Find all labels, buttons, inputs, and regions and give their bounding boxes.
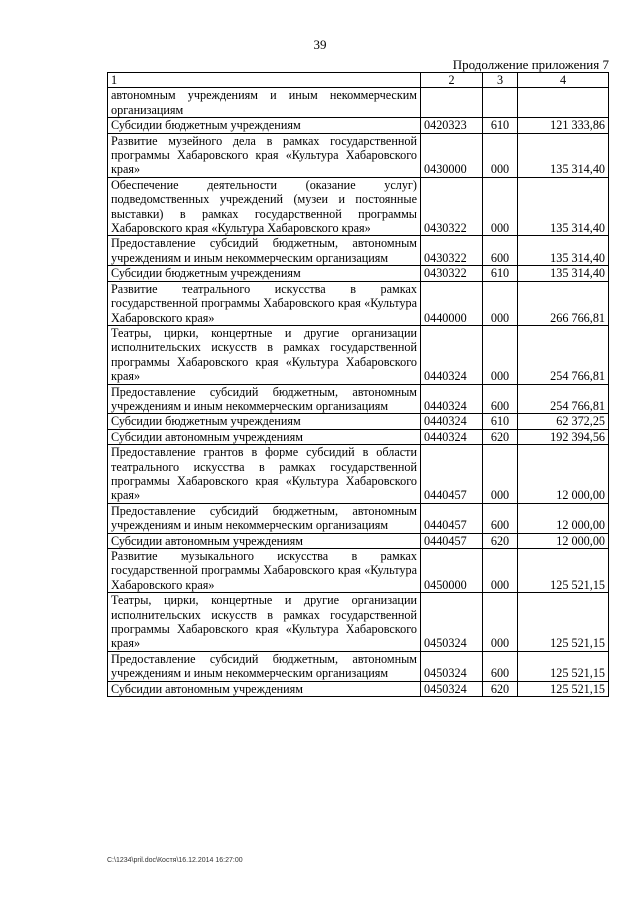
table-row — [108, 88, 609, 118]
cell-name: Предоставление субсидий бюджетным, автономным учреждениям и иным некоммерческим организациям — [108, 236, 421, 266]
cell-name: Субсидии автономным учреждениям — [108, 681, 421, 696]
table-row — [108, 133, 609, 177]
table-row — [108, 651, 609, 681]
cell-expense-type: 620 — [483, 533, 518, 548]
cell-name: Театры, цирки, концертные и другие организации исполнительских искусств в рамках государственной программы Хабаровского края «Культура Хабаровского края» — [108, 325, 421, 384]
table-body — [108, 88, 609, 697]
cell-expense-type — [483, 88, 518, 118]
cell-name: Обеспечение деятельности (оказание услуг) подведомственных учреждений (музеи и постоянные выставки) в рамках государственной программы Хабаровского края «Культура Хабаровского края» — [108, 177, 421, 236]
table-row — [108, 593, 609, 652]
cell-expense-type: 620 — [483, 681, 518, 696]
column-header-amount: 4 — [518, 73, 609, 88]
cell-amount: 125 521,15 — [518, 651, 609, 681]
table-row — [108, 281, 609, 325]
column-header-type: 3 — [483, 73, 518, 88]
cell-expense-type: 610 — [483, 266, 518, 281]
table-row — [108, 445, 609, 504]
cell-amount: 12 000,00 — [518, 445, 609, 504]
table-header-row — [108, 73, 609, 88]
table-row — [108, 266, 609, 281]
cell-amount: 12 000,00 — [518, 533, 609, 548]
table-row — [108, 236, 609, 266]
cell-name: Субсидии бюджетным учреждениям — [108, 414, 421, 429]
cell-expense-type: 610 — [483, 118, 518, 133]
cell-amount — [518, 88, 609, 118]
cell-expense-type: 600 — [483, 236, 518, 266]
table-row — [108, 549, 609, 593]
cell-code: 0450324 — [421, 681, 483, 696]
column-header-name: 1 — [108, 73, 421, 88]
cell-amount: 62 372,25 — [518, 414, 609, 429]
cell-name: Предоставление субсидий бюджетным, автономным учреждениям и иным некоммерческим организациям — [108, 503, 421, 533]
cell-amount: 135 314,40 — [518, 236, 609, 266]
cell-amount: 254 766,81 — [518, 325, 609, 384]
cell-code: 0430322 — [421, 236, 483, 266]
cell-name: Театры, цирки, концертные и другие организации исполнительских искусств в рамках государственной программы Хабаровского края «Культура Хабаровского края» — [108, 593, 421, 652]
cell-code: 0440324 — [421, 429, 483, 444]
budget-table — [107, 72, 609, 697]
cell-code: 0450000 — [421, 549, 483, 593]
cell-code: 0440457 — [421, 445, 483, 504]
table-row — [108, 177, 609, 236]
cell-name: Субсидии бюджетным учреждениям — [108, 118, 421, 133]
cell-code: 0440000 — [421, 281, 483, 325]
cell-expense-type: 000 — [483, 281, 518, 325]
cell-amount: 125 521,15 — [518, 549, 609, 593]
table-row — [108, 118, 609, 133]
cell-code: 0450324 — [421, 651, 483, 681]
cell-expense-type: 000 — [483, 445, 518, 504]
table-row — [108, 533, 609, 548]
cell-amount: 125 521,15 — [518, 681, 609, 696]
cell-amount: 192 394,56 — [518, 429, 609, 444]
cell-code: 0440457 — [421, 533, 483, 548]
cell-expense-type: 600 — [483, 503, 518, 533]
cell-name: Субсидии автономным учреждениям — [108, 533, 421, 548]
cell-name: Предоставление субсидий бюджетным, автономным учреждениям и иным некоммерческим организациям — [108, 651, 421, 681]
appendix-continuation-note: Продолжение приложения 7 — [452, 57, 609, 72]
cell-code: 0440324 — [421, 325, 483, 384]
cell-expense-type: 620 — [483, 429, 518, 444]
cell-amount: 135 314,40 — [518, 177, 609, 236]
cell-code: 0440324 — [421, 384, 483, 414]
cell-name: Развитие музыкального искусства в рамках государственной программы Хабаровского края «Культура Хабаровского края» — [108, 549, 421, 593]
cell-amount: 254 766,81 — [518, 384, 609, 414]
cell-expense-type: 610 — [483, 414, 518, 429]
cell-expense-type: 000 — [483, 133, 518, 177]
cell-amount: 135 314,40 — [518, 133, 609, 177]
cell-name: Субсидии бюджетным учреждениям — [108, 266, 421, 281]
cell-code: 0430322 — [421, 177, 483, 236]
cell-code: 0430322 — [421, 266, 483, 281]
cell-expense-type: 000 — [483, 325, 518, 384]
table-row — [108, 414, 609, 429]
cell-name: Предоставление субсидий бюджетным, автономным учреждениям и иным некоммерческим организациям — [108, 384, 421, 414]
cell-amount: 121 333,86 — [518, 118, 609, 133]
file-path-footer: C:\1234\pril.doc\Костя\16.12.2014 16:27:00 — [107, 857, 243, 864]
column-header-code: 2 — [421, 73, 483, 88]
cell-code: 0440324 — [421, 414, 483, 429]
page-number: 39 — [313, 37, 327, 52]
cell-name: Развитие театрального искусства в рамках государственной программы Хабаровского края «Культура Хабаровского края» — [108, 281, 421, 325]
cell-expense-type: 000 — [483, 177, 518, 236]
cell-name: Предоставление грантов в форме субсидий в области театрального искусства в рамках государственной программы Хабаровского края «Культура Хабаровского края» — [108, 445, 421, 504]
cell-expense-type: 600 — [483, 651, 518, 681]
cell-code: 0450324 — [421, 593, 483, 652]
cell-amount: 125 521,15 — [518, 593, 609, 652]
cell-amount: 266 766,81 — [518, 281, 609, 325]
cell-name: Субсидии автономным учреждениям — [108, 429, 421, 444]
table-row — [108, 384, 609, 414]
cell-code: 0420323 — [421, 118, 483, 133]
table-row — [108, 429, 609, 444]
cell-amount: 12 000,00 — [518, 503, 609, 533]
cell-expense-type: 600 — [483, 384, 518, 414]
cell-expense-type: 000 — [483, 549, 518, 593]
cell-amount: 135 314,40 — [518, 266, 609, 281]
cell-code: 0440457 — [421, 503, 483, 533]
cell-expense-type: 000 — [483, 593, 518, 652]
cell-name: автономным учреждениям и иным некоммерческим организациям — [108, 88, 421, 118]
cell-code: 0430000 — [421, 133, 483, 177]
table-row — [108, 681, 609, 696]
cell-code — [421, 88, 483, 118]
table-row — [108, 325, 609, 384]
table-row — [108, 503, 609, 533]
cell-name: Развитие музейного дела в рамках государственной программы Хабаровского края «Культура Хабаровского края» — [108, 133, 421, 177]
